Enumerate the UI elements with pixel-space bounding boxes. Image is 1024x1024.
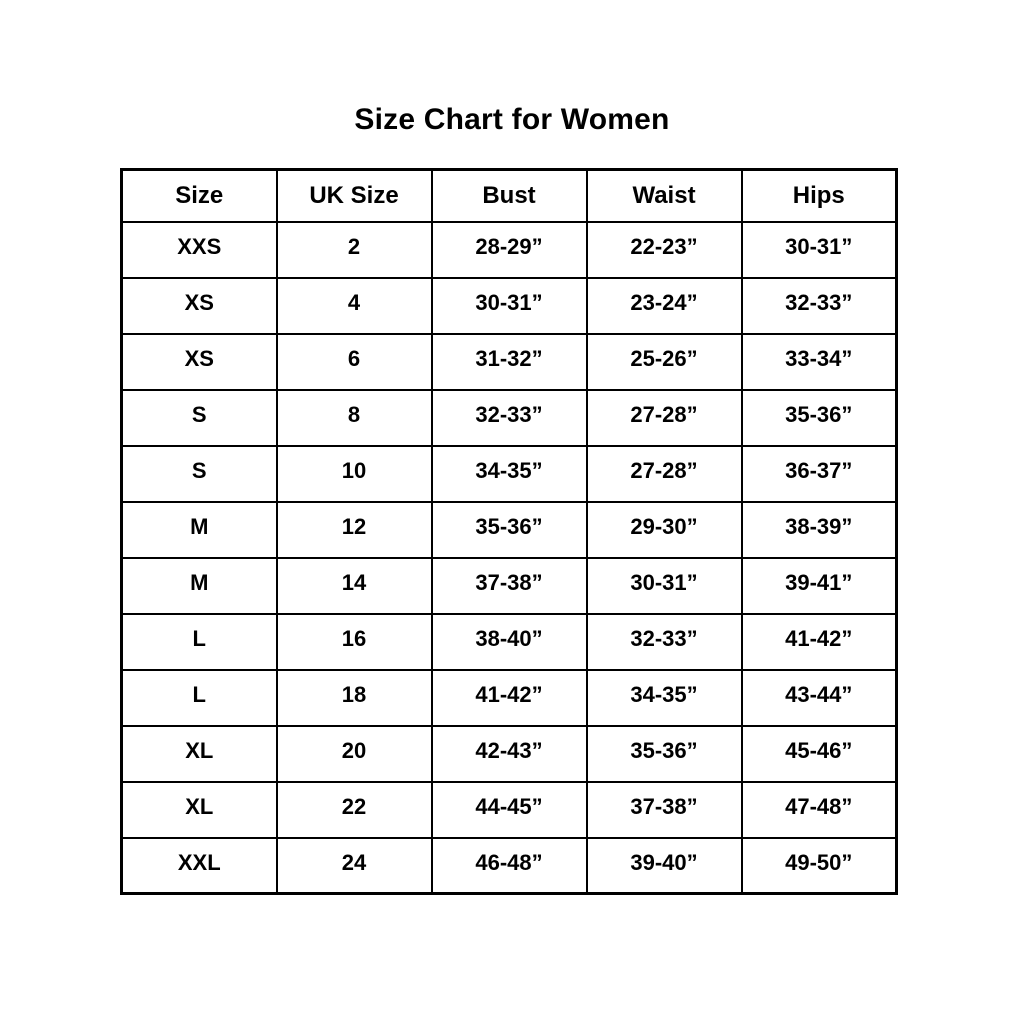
table-cell: 42-43” bbox=[432, 726, 587, 782]
table-cell: 31-32” bbox=[432, 334, 587, 390]
table-cell: L bbox=[122, 614, 277, 670]
table-cell: 38-40” bbox=[432, 614, 587, 670]
table-cell: 6 bbox=[277, 334, 432, 390]
column-header-waist: Waist bbox=[587, 170, 742, 222]
table-cell: 32-33” bbox=[587, 614, 742, 670]
table-cell: 38-39” bbox=[742, 502, 897, 558]
table-cell: 4 bbox=[277, 278, 432, 334]
table-cell: 18 bbox=[277, 670, 432, 726]
table-cell: 37-38” bbox=[587, 782, 742, 838]
table-cell: 25-26” bbox=[587, 334, 742, 390]
table-body bbox=[122, 222, 897, 894]
table-cell: XXS bbox=[122, 222, 277, 278]
table-row bbox=[122, 334, 897, 390]
table-cell: 37-38” bbox=[432, 558, 587, 614]
table-cell: 28-29” bbox=[432, 222, 587, 278]
table-cell: 30-31” bbox=[587, 558, 742, 614]
page-title: Size Chart for Women bbox=[354, 103, 670, 136]
table-row bbox=[122, 502, 897, 558]
column-header-bust: Bust bbox=[432, 170, 587, 222]
table-cell: 16 bbox=[277, 614, 432, 670]
table-cell: 41-42” bbox=[742, 614, 897, 670]
table-cell: 20 bbox=[277, 726, 432, 782]
table-row bbox=[122, 670, 897, 726]
table-cell: 30-31” bbox=[432, 278, 587, 334]
table-cell: 35-36” bbox=[742, 390, 897, 446]
table-row bbox=[122, 446, 897, 502]
table-cell: 27-28” bbox=[587, 390, 742, 446]
table-cell: 22-23” bbox=[587, 222, 742, 278]
table-cell: S bbox=[122, 390, 277, 446]
table-row bbox=[122, 390, 897, 446]
table-cell: 41-42” bbox=[432, 670, 587, 726]
table-cell: 30-31” bbox=[742, 222, 897, 278]
table-cell: 34-35” bbox=[587, 670, 742, 726]
table-cell: 23-24” bbox=[587, 278, 742, 334]
table-cell: 39-40” bbox=[587, 838, 742, 894]
column-header-size: Size bbox=[122, 170, 277, 222]
table-cell: XL bbox=[122, 726, 277, 782]
table-cell: 33-34” bbox=[742, 334, 897, 390]
table-cell: M bbox=[122, 558, 277, 614]
table-cell: 36-37” bbox=[742, 446, 897, 502]
header-row bbox=[122, 170, 897, 222]
table-cell: 2 bbox=[277, 222, 432, 278]
table-cell: 35-36” bbox=[587, 726, 742, 782]
table-cell: 49-50” bbox=[742, 838, 897, 894]
size-chart-table bbox=[120, 168, 898, 895]
table-cell: XS bbox=[122, 334, 277, 390]
table-cell: 39-41” bbox=[742, 558, 897, 614]
table-cell: M bbox=[122, 502, 277, 558]
table-cell: 29-30” bbox=[587, 502, 742, 558]
table-cell: 46-48” bbox=[432, 838, 587, 894]
table-cell: 8 bbox=[277, 390, 432, 446]
table-cell: 35-36” bbox=[432, 502, 587, 558]
table-row bbox=[122, 726, 897, 782]
table-cell: 44-45” bbox=[432, 782, 587, 838]
table-cell: XXL bbox=[122, 838, 277, 894]
column-header-uk-size: UK Size bbox=[277, 170, 432, 222]
table-header bbox=[122, 170, 897, 222]
table-row bbox=[122, 278, 897, 334]
table-cell: 32-33” bbox=[742, 278, 897, 334]
table-cell: 10 bbox=[277, 446, 432, 502]
table-cell: S bbox=[122, 446, 277, 502]
table-row bbox=[122, 558, 897, 614]
table-row bbox=[122, 838, 897, 894]
table-row bbox=[122, 222, 897, 278]
table-cell: 22 bbox=[277, 782, 432, 838]
table-cell: 27-28” bbox=[587, 446, 742, 502]
table-row bbox=[122, 614, 897, 670]
table-cell: 12 bbox=[277, 502, 432, 558]
table-row bbox=[122, 782, 897, 838]
column-header-hips: Hips bbox=[742, 170, 897, 222]
table-cell: 43-44” bbox=[742, 670, 897, 726]
table-cell: 14 bbox=[277, 558, 432, 614]
table-cell: 47-48” bbox=[742, 782, 897, 838]
table-cell: 34-35” bbox=[432, 446, 587, 502]
table-cell: 24 bbox=[277, 838, 432, 894]
table-cell: XL bbox=[122, 782, 277, 838]
table-cell: XS bbox=[122, 278, 277, 334]
table-cell: 45-46” bbox=[742, 726, 897, 782]
table-cell: 32-33” bbox=[432, 390, 587, 446]
table-cell: L bbox=[122, 670, 277, 726]
